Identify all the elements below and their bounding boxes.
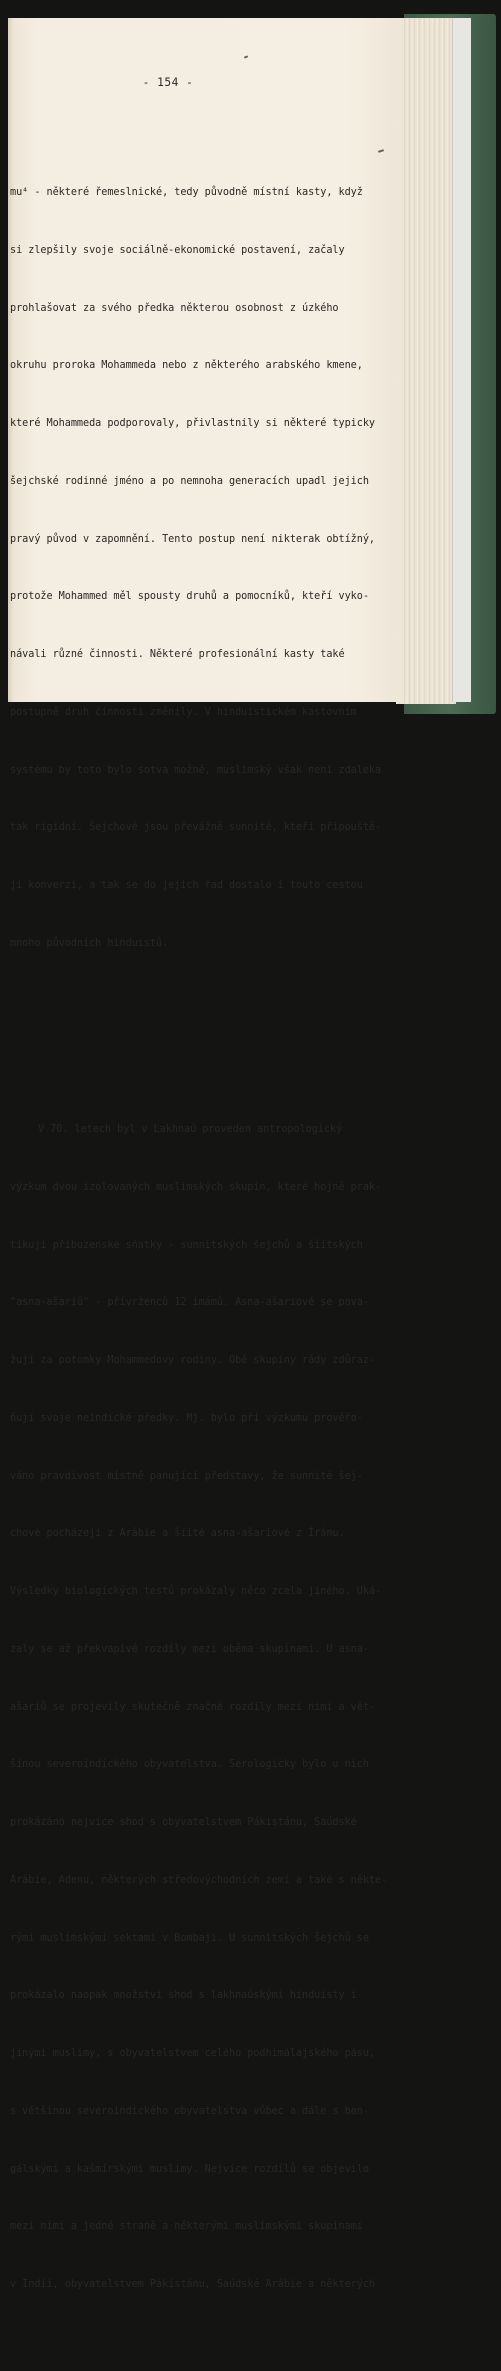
text-line: tikují příbuzenské sňatky - sunnitských šejchů a šíitských bbox=[10, 1239, 363, 1251]
text-line: rými muslimskými sektami v Bombaji. U sunnitských šejchů se bbox=[10, 1932, 369, 1944]
text-line: okruhu proroka Mohammeda nebo z některého arabského kmene, bbox=[10, 360, 363, 372]
ink-speck bbox=[244, 55, 248, 58]
paragraph-gap bbox=[10, 1030, 402, 1043]
text-line: si zlepšily svoje sociálně-ekonomické postavení, začaly bbox=[10, 244, 345, 256]
text-line: mu⁴ - některé řemeslnické, tedy původně místní kasty, když bbox=[10, 187, 363, 198]
text-line: postupně druh činnosti změnily. V hinduistickém kastovním bbox=[10, 706, 357, 718]
paragraph-2 bbox=[10, 1082, 402, 2333]
body-text bbox=[10, 106, 402, 2371]
text-line: prokázalo naopak množství shod s lakhnaúskými hinduisty i bbox=[10, 1990, 357, 2002]
text-line: prohlašovat za svého předka některou osobnost z úzkého bbox=[10, 302, 339, 314]
text-line: s většinou severoindického obyvatelstva vůbec a dále s ben- bbox=[10, 2105, 369, 2117]
spine-tape bbox=[452, 18, 471, 702]
text-line: jí konverzi, a tak se do jejich řad dostalo i touto cestou bbox=[10, 880, 363, 891]
text-line: ašariů se projevily skutečně značné rozdíly mezi nimi a vět- bbox=[10, 1701, 376, 1713]
text-line: protože Mohammed měl spousty druhů a pomocníků, kteří vyko- bbox=[10, 591, 369, 603]
text-line: mezi nimi a jedné straně a některými muslimskými skupinami bbox=[10, 2221, 363, 2233]
text-line: výzkum dvou izolovaných muslimských skupin, které hojně prak- bbox=[10, 1181, 382, 1193]
text-line: šejchské rodinné jméno a po nemnoha generacích upadl jejich bbox=[10, 475, 369, 487]
text-line: tak rigidní. Šejchové jsou převážně sunnité, kteří připouště- bbox=[10, 822, 382, 834]
text-line: návali různé činnosti. Některé profesionální kasty také bbox=[10, 649, 345, 660]
text-line: Výsledky biologických testů prokázaly něco zcela jiného. Uká- bbox=[10, 1586, 382, 1597]
text-line: pravý původ v zapomnění. Tento postup není nikterak obtížný, bbox=[10, 533, 376, 545]
page-edges bbox=[396, 18, 456, 704]
text-line: V 70. letech byl v Lakhnaú proveden antropologický bbox=[38, 1124, 343, 1135]
text-line: "asna-ašariů" - přívrženců 12 imámů. Asna-ašariové se pova- bbox=[10, 1297, 369, 1309]
page-number: - 154 - bbox=[142, 76, 194, 89]
text-line: žují za potomky Mohammedovy rodiny. Obě skupiny rády zdůraz- bbox=[10, 1355, 376, 1366]
text-line: gálskými a kašmírskými muslimy. Nejvíce rozdílů se objevilo bbox=[10, 2163, 369, 2175]
text-line: ňují svoje neindické předky. Mj. bylo při výzkumu prověřo- bbox=[10, 1412, 363, 1424]
text-line: které Mohammeda podporovaly, přivlastnily si některé typicky bbox=[10, 418, 376, 429]
text-line: mnoho původních hinduistů. bbox=[10, 937, 169, 949]
text-line: zaly se až překvapivé rozdíly mezi oběma skupinami. U asna- bbox=[10, 1643, 369, 1655]
paragraph-1 bbox=[10, 145, 402, 992]
text-line: jinými muslimy, s obyvatelstvem celého podhimálajského pásu, bbox=[10, 2048, 376, 2059]
text-line: prokázáno nejvíce shod s obyvatelstvem Pákistánu, Saúdské bbox=[10, 1817, 357, 1828]
text-line: chové pocházejí z Arábie a šíité asna-ašariové z Íránu. bbox=[10, 1528, 345, 1540]
text-line: váno pravdivost místně panující představy, že sunnité šej- bbox=[10, 1470, 363, 1482]
text-line: v Indii, obyvatelstvem Pákistánu, Saúdské Arábie a některých bbox=[10, 2279, 376, 2290]
text-line: systému by toto bylo sotva možné, muslimský však není zdaleka bbox=[10, 764, 382, 776]
document-page bbox=[8, 18, 404, 2290]
text-line: Arábie, Adenu, některých středovýchodních zemí a také s někte- bbox=[10, 1874, 388, 1886]
text-line: šinou severoindického obyvatelstva. Serologicky bylo u nich bbox=[10, 1759, 369, 1771]
